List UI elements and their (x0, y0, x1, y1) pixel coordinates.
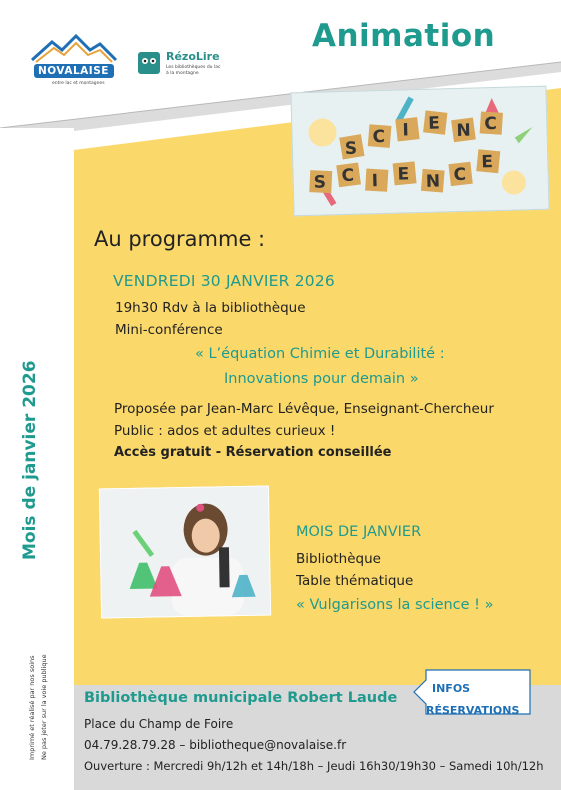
event1-title-line2: Innovations pour demain » (224, 371, 419, 387)
event2-date: MOIS DE JANVIER (296, 524, 422, 540)
svg-text:C: C (372, 126, 386, 148)
rezolire-logo-sub: Les bibliothèques du lac à la montagne (166, 65, 221, 76)
event1-date: VENDREDI 30 JANVIER 2026 (113, 272, 335, 290)
book-face-icon (136, 48, 162, 76)
event1-speaker: Proposée par Jean-Marc Lévêque, Enseignant-Chercheur (114, 401, 494, 417)
svg-text:N: N (456, 120, 471, 142)
program-heading: Au programme : (94, 227, 266, 251)
sidebar-month-label: Mois de janvier 2026 (20, 360, 40, 560)
info-label: INFOS (432, 682, 471, 695)
svg-text:E: E (481, 152, 494, 173)
chemist-photo-icon (100, 487, 270, 618)
rezolire-logo-text: RézoLire (166, 50, 220, 63)
event1-time: 19h30 Rdv à la bibliothèque (115, 300, 306, 316)
library-address: Place du Champ de Foire (84, 717, 234, 731)
library-hours: Ouverture : Mercredi 9h/12h et 14h/18h – Jeudi 16h30/19h30 – Samedi 10h/12h (84, 759, 544, 773)
sidebar-note-1: Imprimé et réalisé par nos soins (28, 655, 36, 760)
svg-text:E: E (428, 113, 441, 134)
svg-text:I: I (402, 120, 410, 141)
science-letters-icon (291, 87, 548, 216)
event2-place: Bibliothèque (296, 551, 381, 567)
page-title: Animation (312, 18, 496, 54)
event1-type: Mini-conférence (115, 322, 223, 338)
event1-access: Accès gratuit - Réservation conseillée (114, 445, 392, 460)
science-illustration (290, 86, 549, 217)
reservations-label: RÉSERVATIONS (426, 704, 520, 717)
mountain-logo-icon (28, 28, 120, 98)
novalaise-logo (28, 28, 120, 98)
svg-text:C: C (484, 113, 498, 135)
event2-type: Table thématique (296, 573, 414, 589)
svg-text:S: S (313, 172, 327, 193)
rezolire-logo (136, 44, 226, 84)
event1-audience: Public : ados et adultes curieux ! (114, 423, 336, 439)
svg-text:E: E (397, 164, 410, 185)
event1-title-line1: « L’équation Chimie et Durabilité : (195, 346, 445, 362)
scientist-photo (99, 486, 271, 619)
svg-text:N: N (425, 171, 441, 192)
svg-text:I: I (371, 171, 379, 192)
svg-text:S: S (344, 138, 358, 159)
novalaise-logo-sub: entre lac et montagnes (52, 81, 105, 86)
svg-text:C: C (341, 165, 355, 187)
svg-text:C: C (453, 164, 467, 186)
sidebar-note-2: Ne pas jeter sur la voie publique (40, 654, 48, 760)
event2-title: « Vulgarisons la science ! » (296, 597, 494, 613)
novalaise-logo-text: NOVALAISE (38, 65, 109, 77)
library-name: Bibliothèque municipale Robert Laude (84, 690, 398, 706)
library-contact: 04.79.28.79.28 – bibliotheque@novalaise.fr (84, 738, 347, 752)
